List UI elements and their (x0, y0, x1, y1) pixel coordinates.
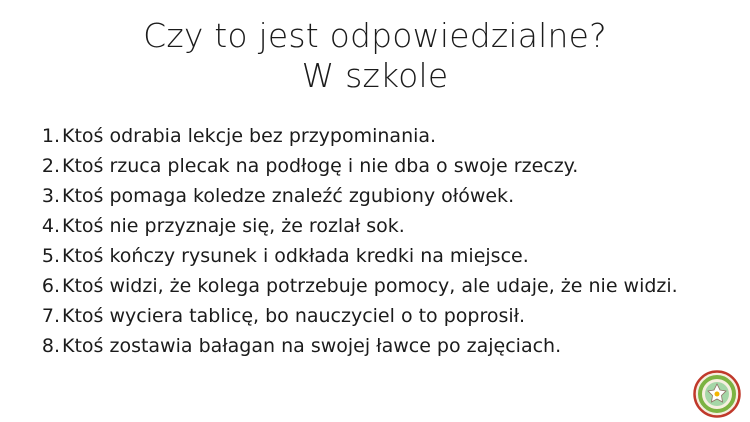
round-badge-logo-icon (693, 370, 741, 418)
list-item-text: Ktoś wyciera tablicę, bo nauczyciel o to poprosił. (62, 305, 526, 327)
list-item-text: Ktoś zostawia bałagan na swojej ławce po zajęciach. (62, 335, 562, 357)
list-item-number: 8 . (32, 331, 60, 361)
list-item-number: 7 . (32, 301, 60, 331)
list-item (32, 271, 678, 301)
list-item-text: Ktoś pomaga koledze znaleźć zgubiony ołówek. (62, 185, 515, 207)
list-item (32, 211, 678, 241)
list-item (32, 241, 678, 271)
list-item (32, 331, 678, 361)
logo-dot (715, 392, 720, 397)
list-item-number: 4 . (32, 211, 60, 241)
list-item-number: 3 . (32, 181, 60, 211)
list-item-number: 6 . (32, 271, 60, 301)
list-item (32, 151, 678, 181)
list-item-text: Ktoś rzuca plecak na podłogę i nie dba o swoje rzeczy. (62, 155, 579, 177)
list-item-number: 5 . (32, 241, 60, 271)
question-list (32, 121, 678, 361)
list-item-text: Ktoś kończy rysunek i odkłada kredki na miejsce. (62, 245, 529, 267)
list-item (32, 181, 678, 211)
list-item-number: 2 . (32, 151, 60, 181)
page-title: Czy to jest odpowiedzialne? (143, 16, 607, 55)
list-item (32, 301, 678, 331)
list-item-number: 1 . (32, 121, 60, 151)
list-item-text: Ktoś odrabia lekcje bez przypominania. (62, 125, 437, 147)
logo-graphic (693, 370, 741, 418)
list-item-text: Ktoś widzi, że kolega potrzebuje pomocy, ale udaje, że nie widzi. (62, 275, 678, 297)
list-item (32, 121, 678, 151)
page-subtitle: W szkole (301, 56, 449, 95)
list-item-text: Ktoś nie przyznaje się, że rozlał sok. (62, 215, 405, 237)
